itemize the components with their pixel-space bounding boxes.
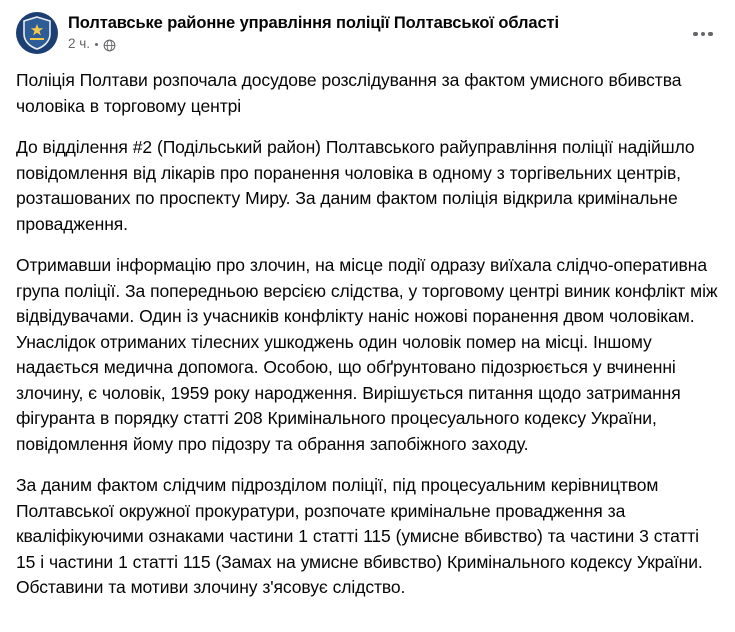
- post-paragraph: За даним фактом слідчим підрозділом поліції, під процесуальним керівництвом Полтавської окружної прокуратури, розпочате кримінальне провадження за кваліфікуючими ознаками частини 1 статті 115 (умисне вбивство) та частини 3 статті 15 і частини 1 статті 115 (Замах на умисне вбивство) Кримінального кодексу України. Обставини та мотиви злочину з'ясовує слідство.: [16, 475, 703, 597]
- more-options-icon: [693, 32, 698, 37]
- avatar[interactable]: [16, 12, 58, 54]
- meta-separator-dot: [95, 43, 98, 46]
- post-meta: [68, 36, 719, 52]
- more-options-icon: [701, 32, 706, 37]
- police-emblem-icon: [22, 16, 52, 50]
- post-header: [16, 12, 719, 54]
- post-paragraph: До відділення #2 (Подільський район) Полтавського райуправління поліції надійшло повідомлення від лікарів про поранення чоловіка в одному з торгівельних центрів, розташованих по проспекту Миру. За даним фактом поліція відкрила кримінальне провадження.: [16, 137, 695, 234]
- post-body: [16, 68, 719, 601]
- page-name[interactable]: Полтавське районне управління поліції Полтавської області: [68, 14, 560, 32]
- more-options-icon: [708, 32, 713, 37]
- globe-icon: [103, 39, 116, 52]
- post-timestamp[interactable]: 2 ч.: [68, 36, 91, 51]
- more-options-button[interactable]: [687, 18, 719, 50]
- post-paragraph: Поліція Полтави розпочала досудове розслідування за фактом умисного вбивства чоловіка в торговому центрі: [16, 70, 682, 116]
- post-header-text: [68, 12, 719, 52]
- post-paragraph: Отримавши інформацію про злочин, на місце події одразу виїхала слідчо-оперативна група поліції. За попередньою версією слідства, у торговому центрі виник конфлікт між відвідувачами. Один із учасників конфлікту наніс ножові поранення двом чоловікам. Унаслідок отриманих тілесних ушкоджень один чоловік помер на місці. Іншому надається медична допомога. Особою, що обґрунтовано підозрюється у вчиненні злочину, є чоловік, 1959 року народження. Вирішується питання щодо затримання фігуранта в порядку статті 208 Кримінального процесуального кодексу України, повідомлення йому про підозру та обрання запобіжного заходу.: [16, 255, 718, 454]
